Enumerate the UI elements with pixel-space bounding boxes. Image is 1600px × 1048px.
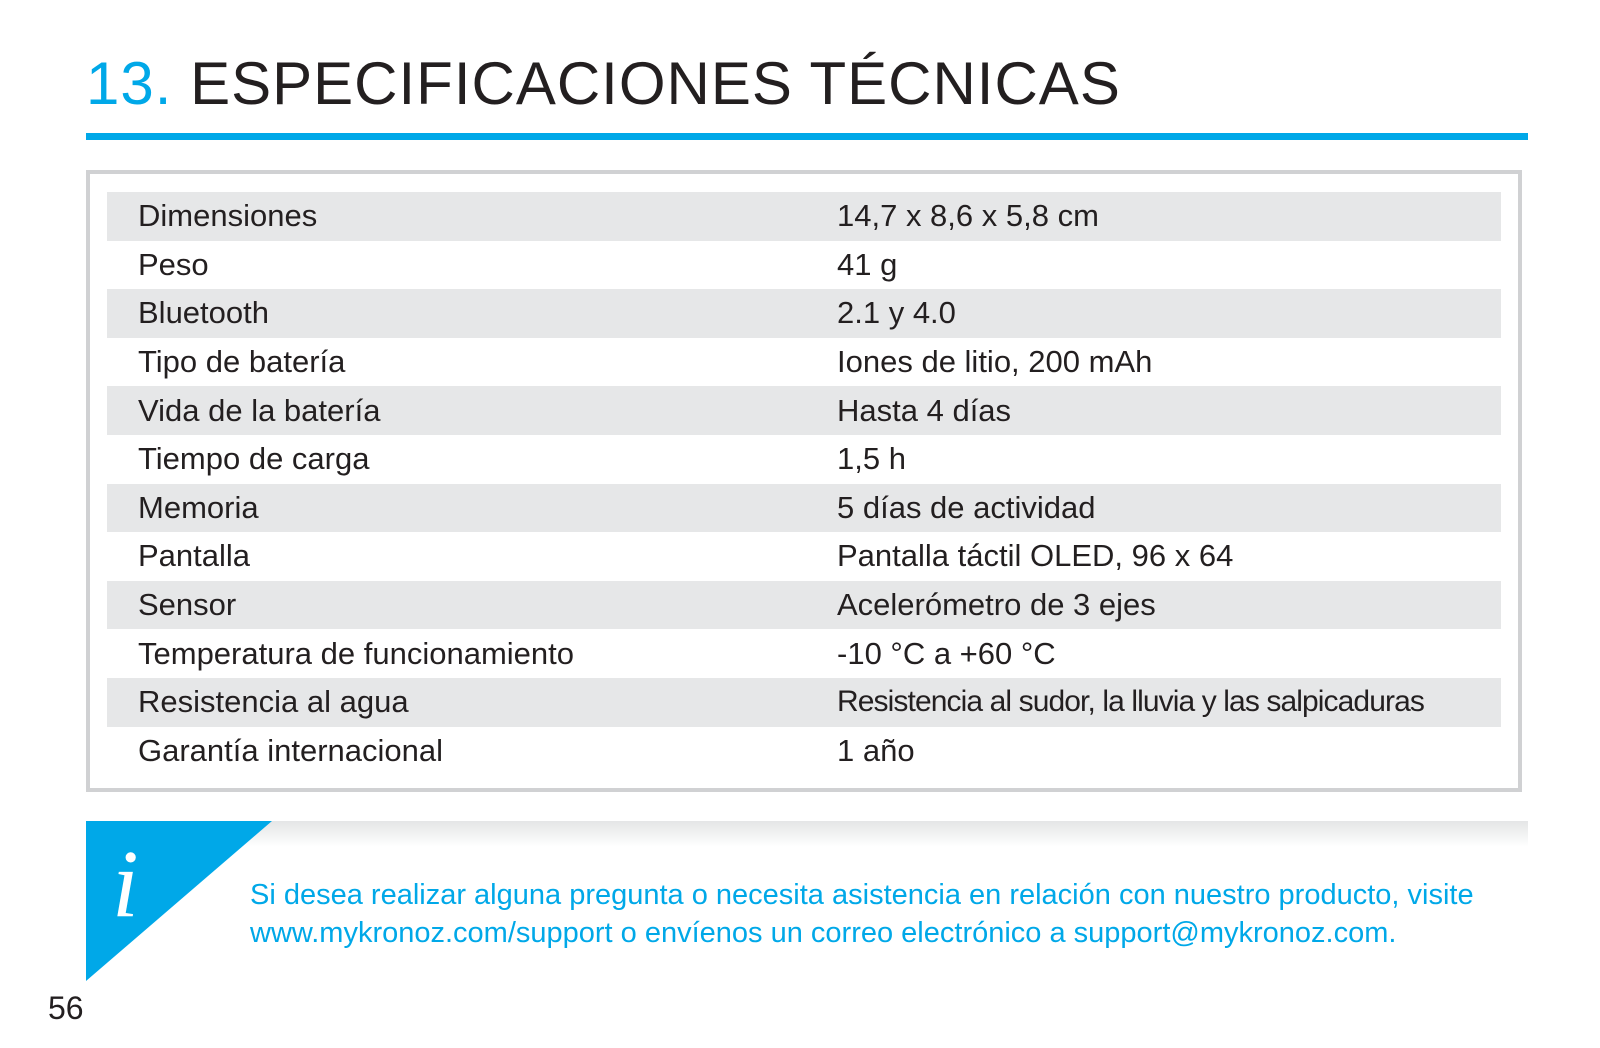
spec-value: Hasta 4 días bbox=[837, 392, 1012, 428]
spec-row bbox=[107, 338, 1501, 387]
section-number: 13. bbox=[86, 50, 173, 117]
spec-row bbox=[107, 581, 1501, 630]
support-note-line2: www.mykronoz.com/support o envíenos un correo electrónico a support@mykronoz.com. bbox=[250, 917, 1397, 949]
spec-row bbox=[107, 484, 1501, 533]
spec-row bbox=[107, 629, 1501, 678]
page-title bbox=[86, 44, 1121, 124]
spec-value: 1 año bbox=[837, 732, 915, 768]
spec-label: Vida de la batería bbox=[138, 392, 381, 428]
spec-label: Peso bbox=[138, 246, 209, 282]
spec-label: Resistencia al agua bbox=[138, 684, 409, 720]
spec-label: Bluetooth bbox=[138, 295, 269, 331]
title-divider bbox=[86, 133, 1528, 140]
spec-label: Garantía internacional bbox=[138, 732, 444, 768]
info-icon bbox=[86, 821, 272, 981]
spec-label: Tiempo de carga bbox=[138, 441, 370, 477]
spec-value: 14,7 x 8,6 x 5,8 cm bbox=[837, 198, 1099, 234]
specs-table bbox=[86, 170, 1522, 792]
support-note bbox=[250, 876, 1540, 952]
note-divider bbox=[86, 821, 1528, 847]
spec-row bbox=[107, 386, 1501, 435]
support-note-line1: Si desea realizar alguna pregunta o necesita asistencia en relación con nuestro producto, visite bbox=[250, 879, 1474, 911]
spec-label: Sensor bbox=[138, 587, 237, 623]
spec-value: -10 °C a +60 °C bbox=[837, 635, 1056, 671]
section-title: ESPECIFICACIONES TÉCNICAS bbox=[190, 50, 1121, 117]
spec-row bbox=[107, 241, 1501, 290]
spec-label: Tipo de batería bbox=[138, 344, 346, 380]
spec-label: Pantalla bbox=[138, 538, 251, 574]
spec-row bbox=[107, 192, 1501, 241]
info-icon-letter: i bbox=[112, 830, 139, 937]
spec-row bbox=[107, 532, 1501, 581]
page-number: 56 bbox=[48, 990, 84, 1026]
spec-value: 2.1 y 4.0 bbox=[837, 295, 956, 331]
spec-row bbox=[107, 678, 1501, 727]
spec-value: 1,5 h bbox=[837, 441, 906, 477]
spec-value: Acelerómetro de 3 ejes bbox=[837, 587, 1156, 623]
spec-value: 5 días de actividad bbox=[837, 489, 1096, 525]
spec-value: Pantalla táctil OLED, 96 x 64 bbox=[837, 538, 1234, 574]
spec-value: Iones de litio, 200 mAh bbox=[837, 344, 1153, 380]
spec-row bbox=[107, 289, 1501, 338]
spec-value: 41 g bbox=[837, 246, 898, 282]
spec-row bbox=[107, 727, 1501, 776]
spec-value: Resistencia al sudor, la lluvia y las salpicaduras bbox=[837, 685, 1424, 719]
spec-row bbox=[107, 435, 1501, 484]
spec-label: Dimensiones bbox=[138, 198, 318, 234]
spec-label: Memoria bbox=[138, 489, 259, 525]
spec-label: Temperatura de funcionamiento bbox=[138, 635, 574, 671]
